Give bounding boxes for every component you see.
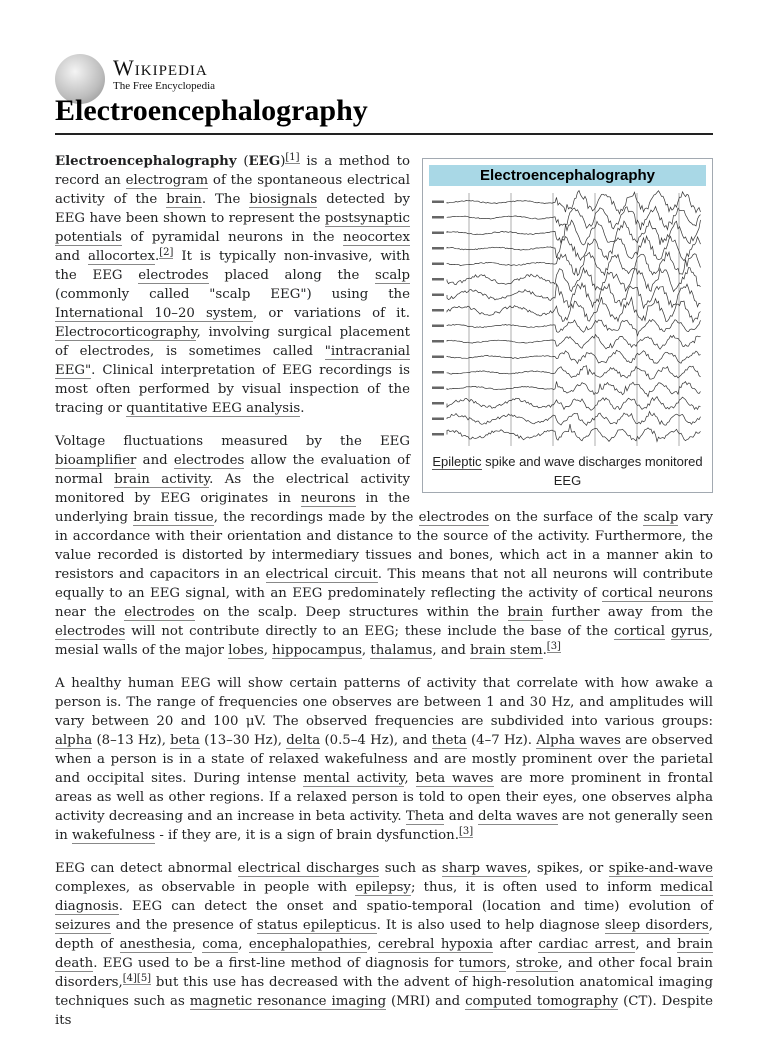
text: in the underlying (55, 491, 411, 525)
text: . The (201, 192, 250, 207)
text: - if they are, it is a sign of brain dysfunction. (155, 828, 459, 843)
text: are not generally seen in (55, 809, 713, 843)
eeg-channel-trace (447, 220, 701, 245)
article-link[interactable]: brain (166, 192, 202, 207)
article-link[interactable]: neocortex (343, 230, 410, 245)
citation[interactable] (547, 641, 561, 653)
article-link[interactable]: Electrocorticography (55, 325, 197, 340)
article-link[interactable]: encephalopathies (248, 937, 368, 952)
article-link[interactable]: anesthesia (119, 937, 192, 952)
article-link[interactable]: brain activity (114, 472, 210, 487)
text: (13–30 Hz), (199, 733, 287, 748)
article-link[interactable]: stroke (515, 956, 559, 971)
eeg-channel-trace (447, 397, 701, 411)
channel-label (432, 340, 444, 343)
article-link[interactable]: computed tomography (465, 994, 619, 1009)
article-link[interactable]: spike-and-wave (608, 861, 713, 876)
text: detected by EEG have been shown to represent the (55, 192, 410, 226)
text: . EEG used to be a first-line method of diagnosis for (93, 956, 459, 971)
article-link[interactable]: brain death (55, 937, 713, 971)
article-link[interactable]: electrodes (124, 605, 195, 620)
article-link[interactable]: seizures (55, 918, 111, 933)
text: , and (635, 937, 678, 952)
article-link[interactable]: cardiac arrest (538, 937, 636, 952)
text: is a method to record an (55, 154, 410, 188)
article-link[interactable]: sleep disorders (604, 918, 709, 933)
paragraph (55, 859, 713, 1030)
article-link[interactable]: International 10–20 system (55, 306, 254, 321)
text: , involving surgical placement of electrodes, is sometimes called (55, 325, 410, 359)
citation-link[interactable]: [3] (458, 825, 474, 837)
article-link[interactable]: allocortex (87, 249, 155, 264)
channel-label (432, 387, 444, 390)
eeg-channel-trace (447, 207, 701, 231)
channel-label (432, 309, 444, 312)
article-link[interactable]: electrodes (55, 624, 126, 639)
text: . Clinical interpretation of EEG recordings is most often performed by visual inspection of the tracing or (55, 363, 410, 416)
text: ( (236, 154, 249, 169)
text: , (506, 956, 516, 971)
caption-text: spike and wave discharges monitored EEG (481, 454, 703, 488)
bold-term: EEG (248, 154, 281, 169)
article-link[interactable]: quantitative EEG analysis (126, 401, 301, 416)
text: and (136, 453, 174, 468)
article-link[interactable]: electrical circuit (265, 567, 378, 582)
text: , (367, 937, 378, 952)
article-link[interactable]: sharp waves (441, 861, 528, 876)
caption-link-epileptic[interactable]: Epileptic (432, 454, 482, 469)
text: are observed when a person is in a state of relaxed wakefulness and are mostly prominent over the parietal and occipital sites. During intense (55, 733, 713, 786)
text: , spikes, or (527, 861, 609, 876)
citation[interactable] (123, 973, 137, 985)
text: . (542, 643, 547, 658)
text: but this use has decreased with the advent of high-resolution anatomical imaging techniques such as (55, 975, 713, 1009)
article-link[interactable]: hippocampus (272, 643, 362, 658)
text: will not contribute directly to an EEG; these include the base of the (125, 624, 614, 639)
text: (4–7 Hz). (466, 733, 537, 748)
text: and the presence of (110, 918, 257, 933)
text: (0.5–4 Hz), and (320, 733, 432, 748)
article-link[interactable]: cortical neurons (601, 586, 713, 601)
citation-link[interactable]: [3] (546, 640, 561, 652)
page-title: Electroencephalography (55, 94, 368, 127)
text: EEG can detect abnormal (55, 861, 238, 876)
eeg-channel-trace (447, 412, 701, 426)
citation-link[interactable]: [5] (136, 972, 152, 984)
site-tagline: The Free Encyclopedia (113, 80, 216, 92)
article-link[interactable]: neurons (300, 491, 356, 506)
text: complexes, as observable in people with (55, 880, 356, 895)
article-link[interactable]: epilepsy (355, 880, 411, 895)
text: , depth of (55, 918, 713, 952)
text: of the spontaneous electrical activity of the (55, 173, 410, 207)
article-link[interactable]: scalp (643, 510, 679, 525)
channel-label (432, 201, 444, 204)
eeg-channel-trace (447, 297, 701, 322)
text: (MRI) and (386, 994, 466, 1009)
citation-link[interactable]: [2] (159, 246, 174, 258)
text: , and other focal brain disorders, (55, 956, 713, 990)
citation-link[interactable]: [4] (122, 972, 137, 984)
eeg-channel-trace (447, 335, 701, 350)
text: of pyramidal neurons in the (121, 230, 344, 245)
article-link[interactable]: biosignals (249, 192, 318, 207)
article-link[interactable]: electrogram (125, 173, 209, 188)
citation[interactable] (459, 826, 473, 838)
bold-term: Electroencephalography (55, 154, 237, 169)
article-link[interactable]: coma (202, 937, 239, 952)
text: . This means that not all neurons will contribute equally to an EEG signal, with an EEG predominately reflecting the activity of (55, 567, 713, 601)
article-link[interactable]: bioamplifier (55, 453, 137, 468)
eeg-channel-trace (447, 382, 701, 397)
text: (commonly called "scalp EEG") using the (55, 287, 410, 302)
article-link[interactable]: mental activity (303, 771, 405, 786)
article-link[interactable]: brain stem (470, 643, 543, 658)
text: . It is also used to help diagnose (376, 918, 605, 933)
text: (8–13 Hz), (92, 733, 171, 748)
article-link[interactable]: wakefulness (72, 828, 156, 843)
text: Voltage fluctuations measured by the EEG (55, 434, 410, 449)
article-link[interactable]: electrical discharges (237, 861, 380, 876)
eeg-channel-trace (447, 424, 701, 441)
channel-label (432, 294, 444, 297)
text: and (444, 809, 478, 824)
citation[interactable] (285, 152, 299, 164)
text: It is typically non-invasive, with the EEG (55, 249, 410, 283)
article-link[interactable]: delta waves (477, 809, 558, 824)
text: ; thus, it is often used to inform (410, 880, 661, 895)
article-link[interactable]: lobes (228, 643, 264, 658)
text: allow the evaluation of normal (55, 453, 410, 487)
article-link[interactable]: Alpha waves (536, 733, 621, 748)
text: such as (379, 861, 442, 876)
article-link[interactable]: electrodes (418, 510, 490, 525)
text: , (361, 643, 371, 658)
channel-label (432, 216, 444, 219)
article-link[interactable]: electrodes (138, 268, 209, 283)
article-link[interactable]: Theta (405, 809, 445, 824)
text: , or variations of it. (253, 306, 410, 321)
text: A healthy human EEG will show certain patterns of activity that correlate with how awake a person is. The range of frequencies one observes are between 1 and 30 Hz, and amplitudes will vary between 20 and 100 μV. The observed frequencies are subdivided into various groups: (55, 676, 713, 729)
article-link[interactable]: cortical (614, 624, 666, 639)
article-link[interactable]: beta (170, 733, 200, 748)
text: . EEG can detect the onset and spatio-temporal (location and time) evolution of (118, 899, 713, 914)
article-link[interactable]: cerebral hypoxia (377, 937, 494, 952)
channel-label (432, 263, 444, 266)
paragraph (55, 674, 713, 845)
article-link[interactable]: alpha (55, 733, 93, 748)
text: on the scalp. Deep structures within the (194, 605, 508, 620)
channel-label (432, 356, 444, 359)
text: vary in accordance with their orientation and distance to the source of the activity. Furthermore, the value recorded is distorted by intermediary tissues and bones, which act in a manner akin to resistors and capacitors in an (55, 510, 714, 582)
text: , (404, 771, 416, 786)
text: . (154, 249, 160, 264)
eeg-channel-trace (447, 320, 701, 336)
text: . (300, 401, 305, 416)
eeg-channel-trace (447, 366, 701, 380)
article-link[interactable]: thalamus (370, 643, 433, 658)
article-link[interactable]: gyrus (670, 624, 709, 639)
article-link[interactable]: tumors (458, 956, 507, 971)
text: , (263, 643, 273, 658)
text: after (493, 937, 539, 952)
text: further away from the (543, 605, 713, 620)
channel-label (432, 418, 444, 421)
text: near the (55, 605, 125, 620)
channel-label (432, 371, 444, 374)
article-link[interactable]: "intracranial EEG" (55, 344, 410, 378)
article-link[interactable]: delta (286, 733, 321, 748)
article-link[interactable]: status epilepticus (256, 918, 377, 933)
eeg-channel-trace (447, 191, 701, 214)
text: are more prominent in frontal areas as well as other regions. If a relaxed person is told to open their eyes, one observes alpha activity decreasing and an increase in beta activity. (55, 771, 713, 824)
text: , (191, 937, 203, 952)
channel-label (432, 278, 444, 281)
text: , (238, 937, 249, 952)
article-link[interactable]: brain (507, 605, 544, 620)
article-link[interactable]: postsynaptic potentials (55, 211, 410, 245)
eeg-recording-image[interactable] (429, 188, 706, 450)
text: on the surface of the (489, 510, 644, 525)
citation[interactable] (137, 973, 151, 985)
channel-label (432, 433, 444, 436)
article-link[interactable]: theta (431, 733, 467, 748)
article-link[interactable]: brain tissue (133, 510, 214, 525)
title-divider (55, 133, 713, 135)
article-link[interactable]: electrodes (173, 453, 245, 468)
article-link[interactable]: beta waves (415, 771, 494, 786)
article-link[interactable]: medical diagnosis (55, 880, 713, 914)
article-link[interactable]: magnetic resonance imaging (189, 994, 387, 1009)
infobox-title: Electroencephalography (429, 165, 706, 186)
text: placed along the (208, 268, 376, 283)
text: and (55, 249, 88, 264)
text: ) (280, 154, 286, 169)
channel-label (432, 247, 444, 250)
article-link[interactable]: scalp (375, 268, 411, 283)
text: (CT). Despite its (55, 994, 713, 1028)
text: . As the electrical activity monitored by EEG originates in (55, 472, 410, 506)
infobox-caption (429, 452, 706, 490)
channel-label (432, 325, 444, 328)
text: , and (432, 643, 471, 658)
eeg-channel-trace (447, 268, 701, 292)
text: , the recordings made by the (213, 510, 419, 525)
article-body (55, 152, 713, 1044)
eeg-channel-trace (447, 350, 701, 363)
channel-label (432, 402, 444, 405)
infobox (422, 158, 713, 493)
wikipedia-wordmark[interactable]: Wikipedia (113, 55, 208, 80)
citation-link[interactable]: [1] (285, 151, 300, 163)
citation[interactable] (159, 247, 173, 259)
channel-label (432, 232, 444, 235)
text: , mesial walls of the major (55, 624, 713, 658)
